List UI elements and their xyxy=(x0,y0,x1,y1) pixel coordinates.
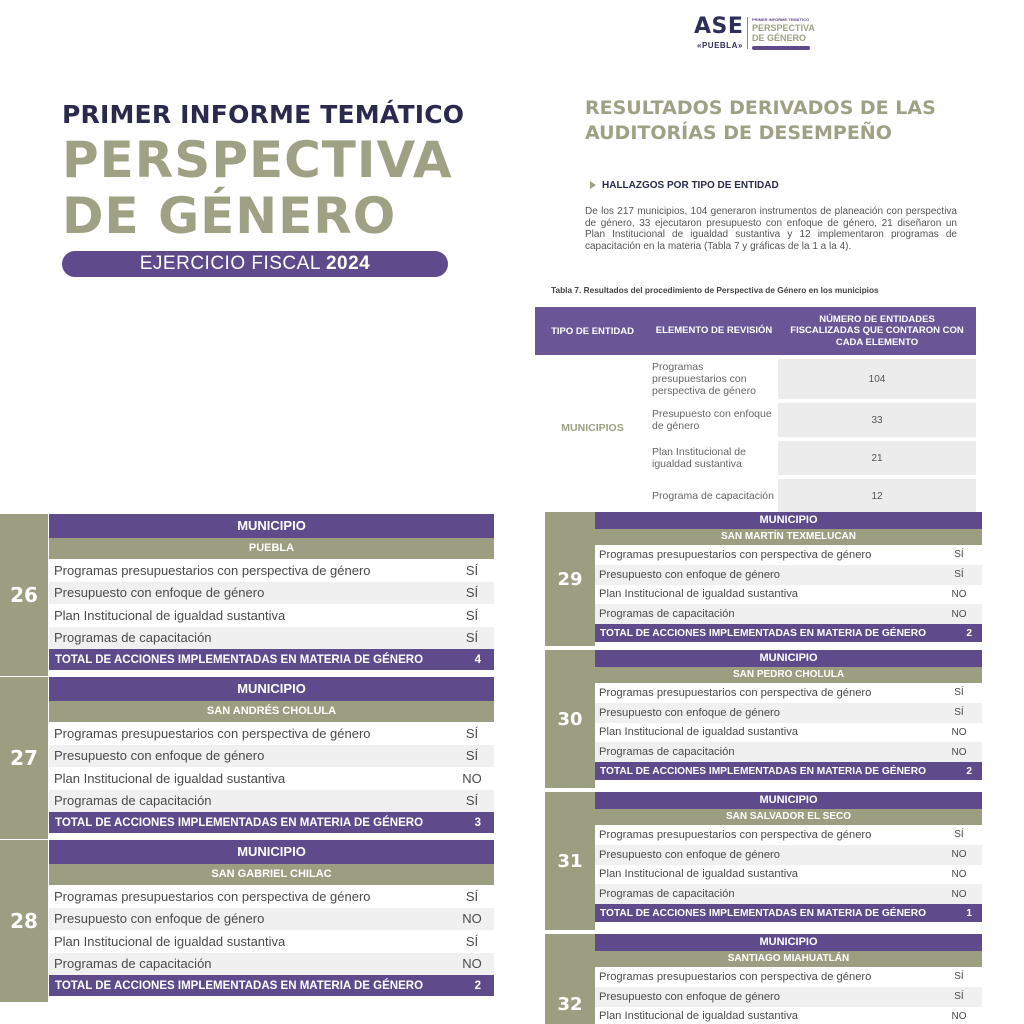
card-municipio-header: MUNICIPIO xyxy=(595,934,982,951)
card-number: 29 xyxy=(545,512,595,646)
item-label: Plan Institucional de igualdad sustantiva xyxy=(599,726,799,739)
table7-header-element: ELEMENTO DE REVISIÓN xyxy=(655,325,773,336)
list-item xyxy=(49,790,494,813)
card-total xyxy=(595,624,982,642)
table7-header-count: NÚMERO DE ENTIDADES FISCALIZADAS QUE CONTARON CON CADA ELEMENTO xyxy=(790,313,964,348)
item-label: Plan Institucional de igualdad sustantiva xyxy=(54,607,286,623)
list-item xyxy=(595,723,982,743)
card-content xyxy=(49,677,494,833)
item-value: NO xyxy=(951,868,967,880)
table-row xyxy=(650,403,976,437)
logo-puebla-text: «PUEBLA» xyxy=(697,41,743,50)
list-item xyxy=(49,885,494,908)
table-row xyxy=(650,479,976,513)
item-label: Programas presupuestarios con perspectiva de género xyxy=(54,888,371,904)
item-value: SÍ xyxy=(954,991,964,1003)
table7-rows xyxy=(650,355,976,513)
table7-element: Programas presupuestarios con perspectiva de género xyxy=(652,361,756,397)
list-item xyxy=(49,582,494,605)
table7-element: Plan Institucional de igualdad sustantiva xyxy=(652,446,746,470)
municipio-card-28 xyxy=(0,840,494,1002)
item-value: NO xyxy=(951,849,967,861)
list-item xyxy=(49,908,494,931)
list-item xyxy=(595,565,982,585)
card-rows xyxy=(595,683,982,762)
card-number: 27 xyxy=(0,677,48,839)
item-label: Programas de capacitación xyxy=(54,630,212,646)
list-item xyxy=(595,987,982,1007)
list-item xyxy=(49,745,494,768)
item-value: NO xyxy=(951,888,967,900)
item-label: Programas presupuestarios con perspectiva de género xyxy=(599,548,872,561)
item-value: SÍ xyxy=(954,829,964,841)
item-label: Programas de capacitación xyxy=(599,746,735,759)
table7-body xyxy=(535,355,976,513)
fiscal-year-pill xyxy=(62,251,448,277)
card-content xyxy=(49,840,494,996)
list-item xyxy=(595,1007,982,1024)
fiscal-year-label: EJERCICIO FISCAL xyxy=(139,253,326,274)
item-label: Programas presupuestarios con perspectiva de género xyxy=(599,828,872,841)
table7 xyxy=(535,307,976,513)
list-item xyxy=(595,967,982,987)
logo-genero-text: DE GÉNERO xyxy=(752,33,807,43)
card-content xyxy=(595,934,982,1024)
table7-element: Programa de capacitación xyxy=(652,490,774,502)
total-label: TOTAL DE ACCIONES IMPLEMENTADAS EN MATERIA DE GÉNERO xyxy=(55,653,424,666)
list-item xyxy=(595,545,982,565)
item-value: SÍ xyxy=(954,971,964,983)
municipio-card-27 xyxy=(0,677,494,839)
item-value: NO xyxy=(951,588,967,600)
item-label: Presupuesto con enfoque de género xyxy=(54,911,265,927)
list-item xyxy=(49,930,494,953)
item-label: Presupuesto con enfoque de género xyxy=(599,568,781,581)
logo-small-text: PRIMER INFORME TEMÁTICO xyxy=(752,17,810,22)
item-value: NO xyxy=(951,746,967,758)
item-label: Plan Institucional de igualdad sustantiva xyxy=(599,1010,799,1023)
bullet-arrow-icon xyxy=(590,181,596,189)
cover-title-line1: PRIMER INFORME TEMÁTICO xyxy=(62,100,465,129)
total-value: 1 xyxy=(966,907,972,919)
list-item xyxy=(49,627,494,650)
item-label: Plan Institucional de igualdad sustantiva xyxy=(54,770,286,786)
item-label: Programas presupuestarios con perspectiva de género xyxy=(599,970,872,983)
cover-title-line3: DE GÉNERO xyxy=(62,187,397,245)
card-municipio-header: MUNICIPIO xyxy=(595,650,982,667)
card-total xyxy=(49,975,494,996)
total-value: 4 xyxy=(474,653,481,666)
item-label: Plan Institucional de igualdad sustantiva xyxy=(599,588,799,601)
item-value: SÍ xyxy=(954,707,964,719)
total-value: 3 xyxy=(474,816,481,829)
logo-divider xyxy=(747,17,748,49)
item-value: SÍ xyxy=(954,687,964,699)
municipio-card-30 xyxy=(545,650,982,788)
item-label: Programas presupuestarios con perspectiva de género xyxy=(599,686,872,699)
card-municipio-name: SAN SALVADOR EL SECO xyxy=(595,809,982,825)
table-row xyxy=(650,441,976,475)
item-label: Programas de capacitación xyxy=(54,793,212,809)
list-item xyxy=(595,683,982,703)
results-paragraph: De los 217 municipios, 104 generaron instrumentos de planeación con perspectiva de género, 33 ejecutaron presupuesto con enfoque de género, 21 diseñaron un Plan Institucional de igualdad sustantiva y 12 implementaron programas de capacitación en la materia (Tabla 7 y gráficas de la 1 a la 4). xyxy=(585,206,957,252)
list-item xyxy=(595,865,982,885)
card-content xyxy=(595,792,982,922)
table7-header xyxy=(535,307,976,355)
item-label: Presupuesto con enfoque de género xyxy=(54,585,265,601)
card-number: 32 xyxy=(545,934,595,1024)
item-label: Programas presupuestarios con perspectiva de género xyxy=(54,725,371,741)
ase-logo xyxy=(694,14,818,54)
card-municipio-header: MUNICIPIO xyxy=(49,677,494,701)
item-label: Presupuesto con enfoque de género xyxy=(599,848,781,861)
item-label: Programas de capacitación xyxy=(54,956,212,972)
list-item xyxy=(595,825,982,845)
logo-ase-text: ASE xyxy=(694,14,744,39)
item-value: NO xyxy=(951,1010,967,1022)
card-content xyxy=(595,650,982,780)
card-content xyxy=(595,512,982,642)
card-total xyxy=(49,812,494,833)
logo-perspectiva-text: PERSPECTIVA xyxy=(752,23,815,33)
list-item xyxy=(595,845,982,865)
card-total xyxy=(49,649,494,670)
card-number: 26 xyxy=(0,514,48,676)
card-municipio-header: MUNICIPIO xyxy=(595,792,982,809)
card-municipio-name: SANTIAGO MIAHUATLÁN xyxy=(595,951,982,967)
table7-element: Presupuesto con enfoque de género xyxy=(652,408,772,432)
card-rows xyxy=(49,722,494,812)
table7-header-entity: TIPO DE ENTIDAD xyxy=(551,325,634,337)
item-label: Presupuesto con enfoque de género xyxy=(599,990,781,1003)
total-label: TOTAL DE ACCIONES IMPLEMENTADAS EN MATERIA DE GÉNERO xyxy=(600,907,927,919)
list-item xyxy=(49,767,494,790)
item-label: Programas de capacitación xyxy=(599,608,735,621)
municipio-card-31 xyxy=(545,792,982,930)
results-title: RESULTADOS DERIVADOS DE LAS AUDITORÍAS DE DESEMPEÑO xyxy=(585,97,936,144)
card-content xyxy=(49,514,494,670)
hallazgos-text: HALLAZGOS POR TIPO DE ENTIDAD xyxy=(602,180,779,191)
total-label: TOTAL DE ACCIONES IMPLEMENTADAS EN MATERIA DE GÉNERO xyxy=(55,816,424,829)
item-label: Programas de capacitación xyxy=(599,888,735,901)
municipio-card-29 xyxy=(545,512,982,646)
total-label: TOTAL DE ACCIONES IMPLEMENTADAS EN MATERIA DE GÉNERO xyxy=(600,627,927,639)
card-rows xyxy=(49,559,494,649)
logo-bar xyxy=(752,46,810,50)
card-number: 28 xyxy=(0,840,48,1002)
card-municipio-header: MUNICIPIO xyxy=(49,840,494,864)
hallazgos-heading xyxy=(590,180,779,191)
item-label: Presupuesto con enfoque de género xyxy=(599,706,781,719)
table7-value: 12 xyxy=(778,479,976,513)
list-item xyxy=(595,604,982,624)
item-value: NO xyxy=(462,956,482,972)
item-value: SÍ xyxy=(465,933,479,949)
card-total xyxy=(595,904,982,922)
card-municipio-header: MUNICIPIO xyxy=(49,514,494,538)
total-value: 2 xyxy=(966,765,972,777)
list-item xyxy=(49,604,494,627)
item-value: NO xyxy=(951,608,967,620)
item-value: SÍ xyxy=(465,888,479,904)
list-item xyxy=(595,585,982,605)
fiscal-year-value: 2024 xyxy=(325,253,371,274)
cover-title-block xyxy=(62,100,465,277)
item-label: Presupuesto con enfoque de género xyxy=(54,748,265,764)
table7-entity: MUNICIPIOS xyxy=(561,422,624,434)
card-rows xyxy=(595,967,982,1024)
card-total xyxy=(595,762,982,780)
card-rows xyxy=(49,885,494,975)
card-municipio-name: PUEBLA xyxy=(49,538,494,559)
item-value: SÍ xyxy=(465,607,479,623)
list-item xyxy=(595,884,982,904)
item-value: SÍ xyxy=(954,549,964,561)
card-rows xyxy=(595,825,982,904)
municipio-card-26 xyxy=(0,514,494,676)
table7-value: 21 xyxy=(778,441,976,475)
item-value: SÍ xyxy=(465,793,479,809)
list-item xyxy=(595,742,982,762)
table7-value: 104 xyxy=(778,359,976,399)
item-label: Plan Institucional de igualdad sustantiva xyxy=(54,933,286,949)
card-municipio-name: SAN MARTÍN TEXMELUCAN xyxy=(595,529,982,545)
item-value: SÍ xyxy=(954,569,964,581)
list-item xyxy=(49,559,494,582)
list-item xyxy=(49,722,494,745)
total-label: TOTAL DE ACCIONES IMPLEMENTADAS EN MATERIA DE GÉNERO xyxy=(600,765,927,777)
item-label: Programas presupuestarios con perspectiva de género xyxy=(54,562,371,578)
item-value: NO xyxy=(462,911,482,927)
item-value: SÍ xyxy=(465,562,479,578)
card-municipio-name: SAN GABRIEL CHILAC xyxy=(49,864,494,885)
total-value: 2 xyxy=(474,979,481,992)
card-municipio-header: MUNICIPIO xyxy=(595,512,982,529)
card-number: 31 xyxy=(545,792,595,930)
item-value: NO xyxy=(951,726,967,738)
list-item xyxy=(49,953,494,976)
item-value: SÍ xyxy=(465,585,479,601)
list-item xyxy=(595,703,982,723)
municipio-card-32 xyxy=(545,934,982,1024)
item-value: SÍ xyxy=(465,748,479,764)
card-rows xyxy=(595,545,982,624)
total-value: 2 xyxy=(966,627,972,639)
total-label: TOTAL DE ACCIONES IMPLEMENTADAS EN MATERIA DE GÉNERO xyxy=(55,979,424,992)
table7-caption: Tabla 7. Resultados del procedimiento de Perspectiva de Género en los municipios xyxy=(551,285,879,295)
table7-value: 33 xyxy=(778,403,976,437)
card-municipio-name: SAN ANDRÉS CHOLULA xyxy=(49,701,494,722)
cover-title-line2: PERSPECTIVA xyxy=(62,131,453,189)
item-value: SÍ xyxy=(465,630,479,646)
card-number: 30 xyxy=(545,650,595,788)
card-municipio-name: SAN PEDRO CHOLULA xyxy=(595,667,982,683)
table-row xyxy=(650,359,976,399)
item-value: SÍ xyxy=(465,725,479,741)
item-label: Plan Institucional de igualdad sustantiva xyxy=(599,868,799,881)
item-value: NO xyxy=(462,770,482,786)
